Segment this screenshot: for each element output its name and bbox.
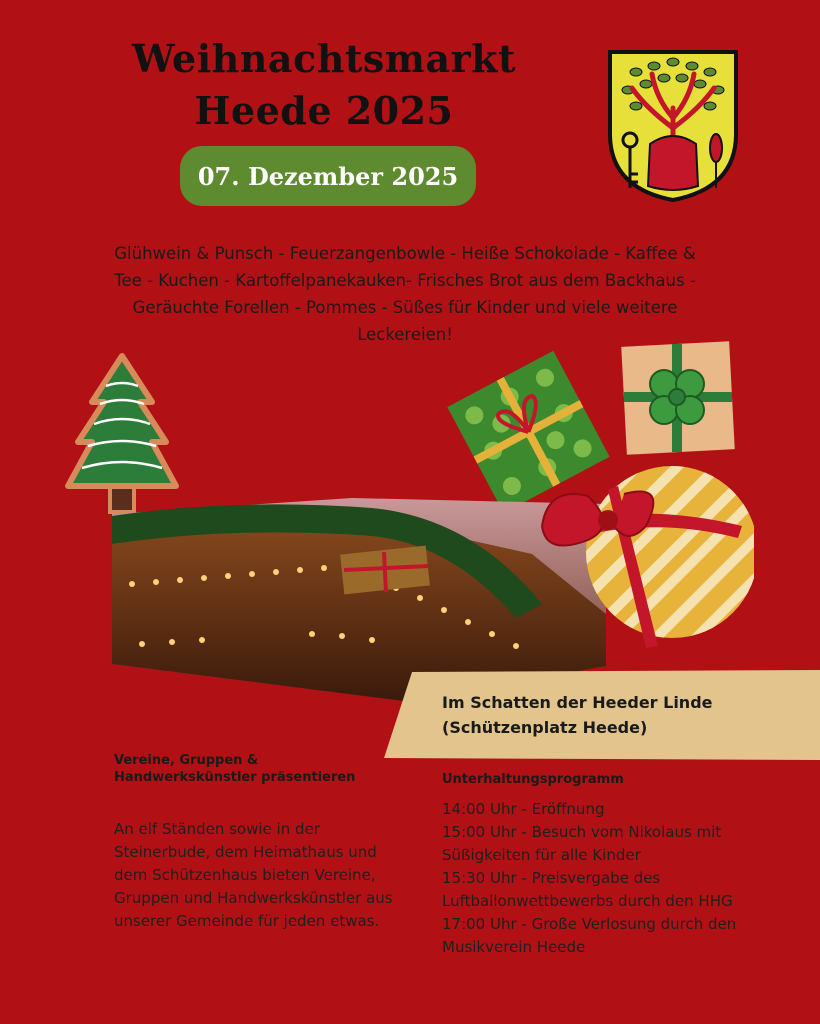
location-banner (382, 668, 820, 762)
program-item: 15:00 Uhr - Besuch vom Nikolaus mit Süßigkeiten für alle Kinder (442, 823, 722, 864)
program-item: 14:00 Uhr - Eröffnung (442, 800, 605, 818)
christmas-tree-icon (64, 352, 180, 516)
coat-of-arms-icon (606, 48, 740, 204)
striped-round-gift-icon (528, 456, 754, 652)
program-item: 17:00 Uhr - Große Verlosung durch den Musikverein Heede (442, 915, 737, 956)
title-line-2: Heede 2025 (194, 88, 454, 133)
beige-gift-icon (618, 340, 736, 458)
program-list (442, 798, 802, 959)
title-line-1: Weihnachtsmarkt (131, 36, 516, 81)
exhibitors-text: An elf Ständen sowie in der Steinerbude, dem Heimathaus und dem Schützenhaus bieten Vereine, Gruppen und Handwerkskünstler aus unserer Gemeinde für jeden etwas. (114, 820, 393, 930)
exhibitors-heading: Vereine, Gruppen & Handwerkskünstler präsentieren (114, 753, 356, 785)
program-heading: Unterhaltungsprogramm (442, 772, 624, 787)
program-item: 15:30 Uhr - Preisvergabe des Luftballonwettbewerbs durch den HHG (442, 869, 733, 910)
location-line-2: (Schützenplatz Heede) (442, 718, 648, 737)
location-line-1: Im Schatten der Heeder Linde (442, 693, 713, 712)
offer-description: Glühwein & Punsch - Feuerzangenbowle - Heiße Schokolade - Kaffee & Tee - Kuchen - Kartoffelpanekauken- Frisches Brot aus dem Backhaus - Geräuchte Forellen - Pommes - Süßes für Kinder und viele weitere Leckereien! (114, 244, 696, 344)
date-badge: 07. Dezember 2025 (180, 146, 476, 206)
